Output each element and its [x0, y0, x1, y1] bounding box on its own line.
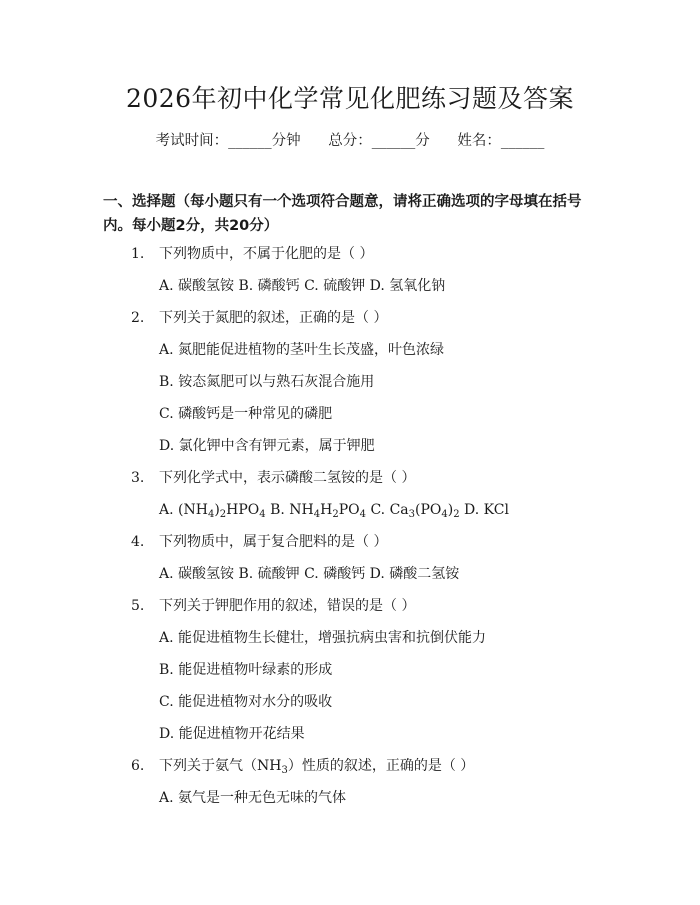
formula-a-part: A. (NH: [159, 502, 208, 518]
formula-d-part: D. KCl: [459, 502, 509, 518]
question-2-option-d: D. 氯化钾中含有钾元素，属于钾肥: [159, 438, 375, 454]
formula-a-part: HPO: [226, 502, 260, 518]
formula-b-subscript: 4: [313, 509, 321, 520]
formula-a-part: ): [214, 502, 220, 518]
formula-a-subscript: 4: [259, 509, 266, 520]
question-number: 5.: [131, 598, 145, 614]
question-text: 下列关于氮肥的叙述，正确的是（ ）: [159, 310, 388, 326]
question-number: 3.: [131, 470, 145, 486]
formula-c-subscript: 2: [453, 509, 460, 520]
formula-c-part: ): [447, 502, 454, 518]
question-number: 6.: [131, 758, 145, 774]
question-3: [131, 468, 415, 488]
question-number: 2.: [131, 310, 145, 326]
question-2-option-a: A. 氮肥能促进植物的茎叶生长茂盛，叶色浓绿: [159, 342, 445, 358]
question-5: [131, 596, 415, 616]
question-6: [131, 756, 474, 776]
question-3-options: [159, 500, 509, 520]
question-5-option-d: D. 能促进植物开花结果: [159, 726, 305, 742]
formula-b-subscript: 2: [332, 509, 339, 520]
question-1-options: A. 碳酸氢铵 B. 磷酸钙 C. 硫酸钾 D. 氢氧化钠: [159, 278, 446, 294]
question-1: [131, 244, 373, 264]
formula-subscript: 3: [281, 765, 288, 776]
question-5-option-c: C. 能促进植物对水分的吸收: [159, 694, 333, 710]
question-text: 下列物质中，不属于化肥的是（ ）: [159, 246, 374, 262]
question-text: 下列物质中，属于复合肥料的是（ ）: [159, 534, 388, 550]
formula-c-subscript: 3: [408, 509, 415, 520]
question-text: 下列化学式中，表示磷酸二氢铵的是（ ）: [159, 470, 416, 486]
section-heading: 一、选择题（每小题只有一个选项符合题意，请将正确选项的字母填在括号内。每小题2分，共20分）: [103, 194, 582, 234]
question-2: [131, 308, 387, 328]
question-4: [131, 532, 387, 552]
document-title: 2026年初中化学常见化肥练习题及答案: [125, 84, 575, 113]
question-4-options: A. 碳酸氢铵 B. 硫酸钾 C. 磷酸钙 D. 磷酸二氢铵: [159, 566, 460, 582]
question-2-option-c: C. 磷酸钙是一种常见的磷肥: [159, 406, 333, 422]
formula-b-part: H: [320, 502, 333, 518]
formula-b-part: PO: [338, 502, 360, 518]
question-2-option-b: B. 铵态氮肥可以与熟石灰混合施用: [159, 374, 375, 390]
question-number: 1.: [131, 246, 145, 262]
question-6-option-a: A. 氨气是一种无色无味的气体: [159, 790, 347, 806]
formula-b-part: B. NH: [265, 502, 314, 518]
formula-c-part: (PO: [415, 502, 442, 518]
question-text: 下列关于钾肥作用的叙述，错误的是（ ）: [159, 598, 416, 614]
question-text: ）性质的叙述，正确的是（ ）: [287, 758, 475, 774]
formula-b-subscript: 4: [359, 509, 366, 520]
question-5-option-b: B. 能促进植物叶绿素的形成: [159, 662, 333, 678]
formula-c-subscript: 4: [441, 509, 448, 520]
question-5-option-a: A. 能促进植物生长健壮，增强抗病虫害和抗倒伏能力: [159, 630, 487, 646]
formula-a-subscript: 4: [207, 509, 215, 520]
question-number: 4.: [131, 534, 145, 550]
exam-info-line: 考试时间：______分钟 总分：______分 姓名：______: [155, 133, 545, 149]
formula-c-part: C. Ca: [366, 502, 409, 518]
formula-a-subscript: 2: [219, 509, 227, 520]
question-text: 下列关于氨气（NH: [159, 758, 282, 774]
